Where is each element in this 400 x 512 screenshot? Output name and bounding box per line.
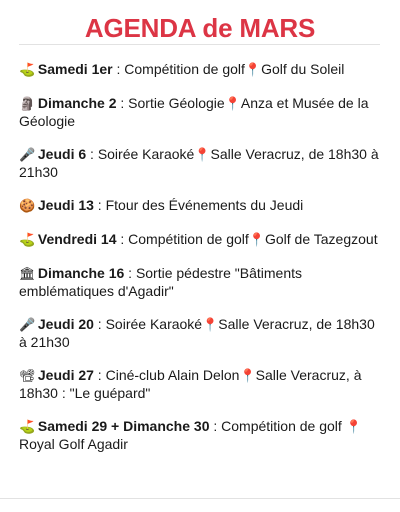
event-separator: : [93,316,106,332]
event-location: Salle Veracruz, à 18h30 : "Le guépard" [19,367,362,401]
event-description: Sortie Géologie [128,95,225,111]
event-description: Soirée Karaoké [105,316,203,332]
event-day: Samedi 29 + Dimanche 30 [37,418,210,434]
event-day: Jeudi 20 [37,316,94,332]
microphone-icon: 🎤 [19,318,36,333]
golf-flag-icon: ⛳ [19,233,36,248]
location-pin-icon: 📍 [239,369,256,384]
microphone-icon: 🎤 [19,148,36,163]
event-item [19,61,383,79]
event-item [19,95,383,130]
event-separator: : [93,197,106,213]
event-day: Jeudi 13 [37,197,94,213]
event-description: Ftour des Événements du Jeudi [105,197,304,213]
event-day: Jeudi 6 [37,146,87,162]
event-description: Compétition de golf [124,61,245,77]
event-day: Dimanche 16 [37,265,125,281]
event-separator: : [116,231,129,247]
event-location: Golf du Soleil [261,61,345,77]
event-day: Jeudi 27 [37,367,94,383]
event-separator: : [112,61,125,77]
event-item [19,197,383,215]
event-location: Salle Veracruz, de 18h30 à 21h30 [19,316,375,350]
page-title: AGENDA de MARS [84,13,316,44]
bottom-divider [0,498,400,499]
moai-icon: 🗿 [19,97,36,112]
event-day: Dimanche 2 [37,95,117,111]
event-separator: : [124,265,136,281]
location-pin-icon: 📍 [224,97,241,112]
location-pin-icon: 📍 [202,318,219,333]
cookie-icon: 🍪 [19,199,36,214]
event-description: Compétition de golf [128,231,249,247]
top-divider [19,44,380,45]
event-separator: : [116,95,129,111]
event-item [19,367,383,402]
golf-flag-icon: ⛳ [19,63,36,78]
event-location: Golf de Tazegzout [264,231,378,247]
event-location: Royal Golf Agadir [19,436,128,452]
event-list [19,61,383,469]
film-projector-icon: 📽 [19,369,36,384]
event-item [19,418,383,453]
event-item [19,146,383,181]
event-separator: : [209,418,222,434]
event-day: Samedi 1er [37,61,113,77]
event-location: Anza et Musée de la Géologie [19,95,369,129]
location-pin-icon: 📍 [194,148,211,163]
event-description: Soirée Karaoké [97,146,195,162]
event-separator: : [93,367,106,383]
event-description: Compétition de golf [221,418,346,434]
event-description: Sortie pédestre "Bâtiments emblématiques d'Agadir" [19,265,302,299]
event-item [19,316,383,351]
event-description: Ciné-club Alain Delon [105,367,240,383]
location-pin-icon: 📍 [244,63,262,78]
event-location: Salle Veracruz, de 18h30 à 21h30 [19,146,379,180]
event-day: Vendredi 14 [37,231,117,247]
event-item [19,231,383,249]
classical-building-icon: 🏛 [19,267,36,282]
event-separator: : [86,146,98,162]
event-item [19,265,383,300]
location-pin-icon: 📍 [248,233,265,248]
golf-flag-icon: ⛳ [19,420,36,435]
location-pin-icon: 📍 [345,420,362,435]
